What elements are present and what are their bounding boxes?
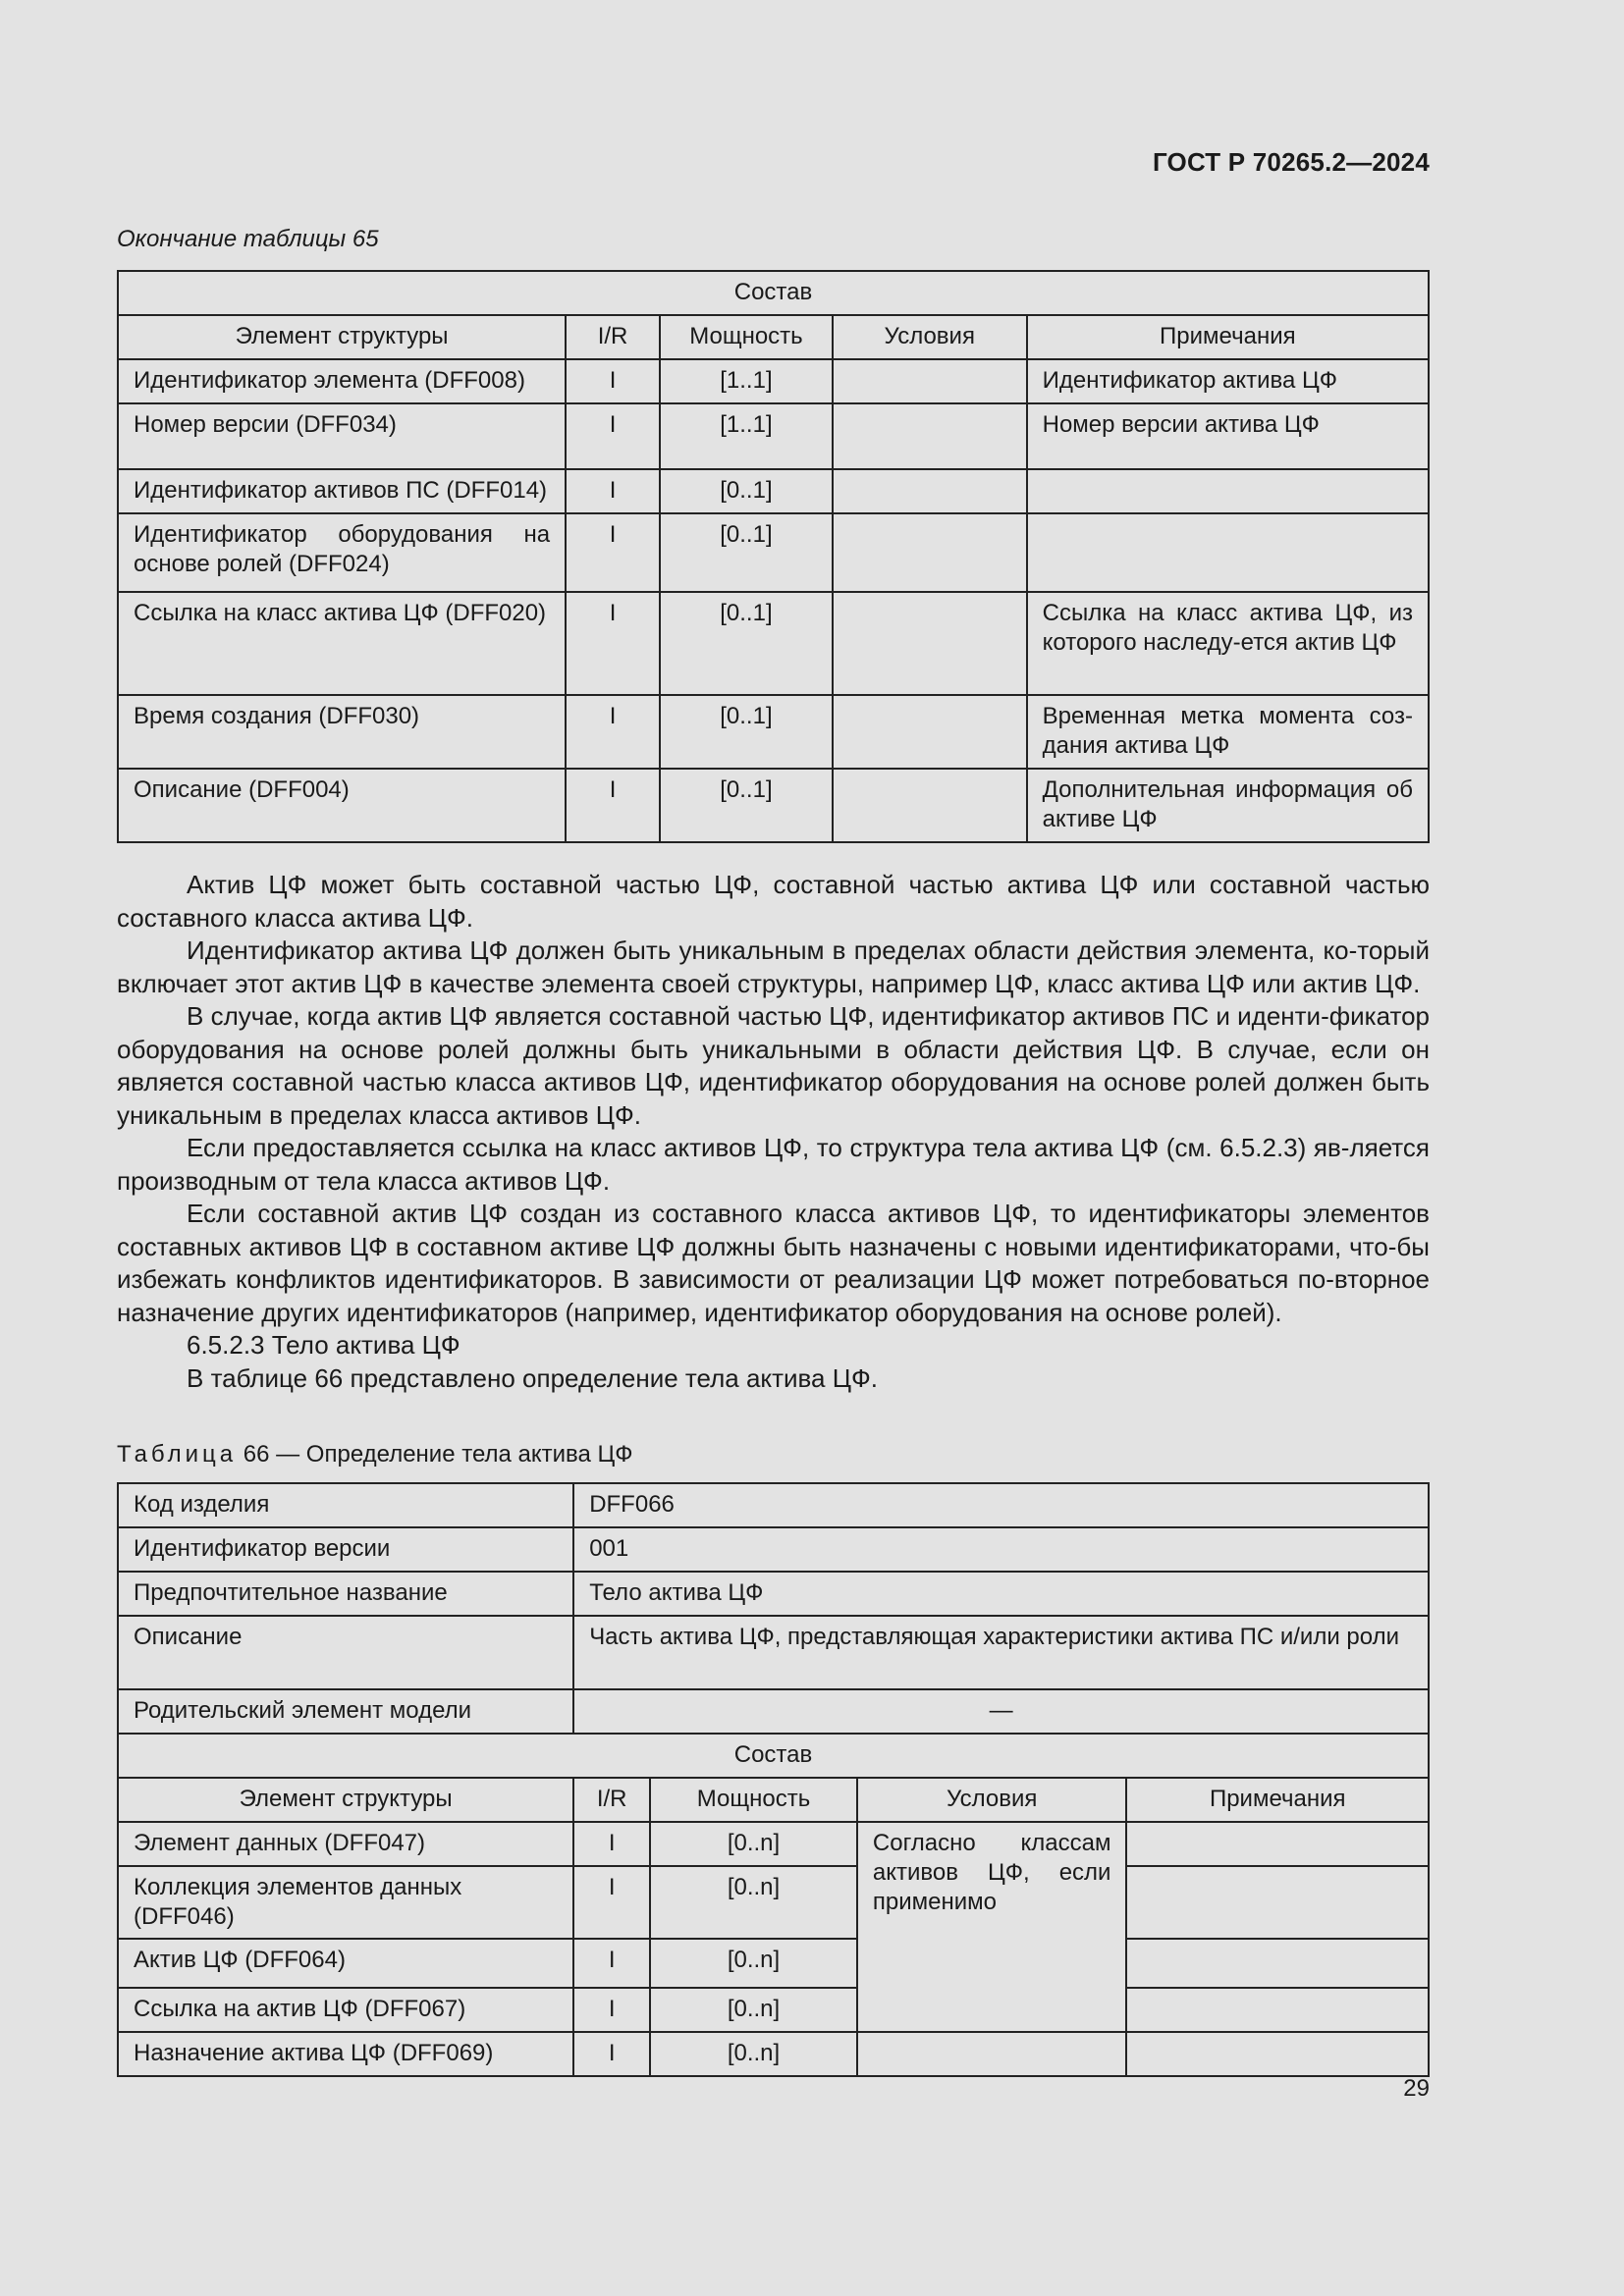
paragraph: В случае, когда актив ЦФ является составной частью ЦФ, идентификатор активов ПС и иденти-фикатор оборудования на основе ролей должны быть уникальными в области действия ЦФ. В случае, если он является составной частью класса активов ЦФ, идентификатор оборудования на основе ролей должен быть уникальным в пределах класса активов ЦФ. xyxy=(117,1001,1431,1130)
cell-element: Идентификатор оборудования на основе ролей (DFF024) xyxy=(118,513,566,592)
table65-continuation-caption: Окончание таблицы 65 xyxy=(117,226,379,252)
cell-ir: I xyxy=(573,1822,650,1866)
cell-element: Актив ЦФ (DFF064) xyxy=(118,1939,573,1988)
cell-element: Описание (DFF004) xyxy=(118,769,566,842)
cell-notes xyxy=(1027,513,1429,592)
table65-col-conditions: Условия xyxy=(833,315,1027,359)
table65-col-ir: I/R xyxy=(566,315,660,359)
cell-notes: Временная метка момента соз-дания актива ЦФ xyxy=(1027,695,1429,769)
property-row xyxy=(118,1483,1429,1527)
cell-conditions-empty xyxy=(857,2032,1127,2076)
cell-ir: I xyxy=(573,1866,650,1939)
cell-conditions xyxy=(833,513,1027,592)
table-row xyxy=(118,695,1429,769)
cell-cardinality: [1..1] xyxy=(660,359,833,403)
cell-conditions xyxy=(833,592,1027,695)
cell-element: Ссылка на класс актива ЦФ (DFF020) xyxy=(118,592,566,695)
table66-col-notes: Примечания xyxy=(1126,1778,1429,1822)
body-text xyxy=(117,869,1430,1395)
table66-col-ir: I/R xyxy=(573,1778,650,1822)
cell-cardinality: [0..1] xyxy=(660,513,833,592)
table-row xyxy=(118,1988,1429,2032)
cell-conditions xyxy=(833,469,1027,513)
property-label: Предпочтительное название xyxy=(118,1572,573,1616)
cell-element: Коллекция элементов данных (DFF046) xyxy=(118,1866,573,1939)
cell-ir: I xyxy=(573,2032,650,2076)
property-value: — xyxy=(573,1689,1429,1734)
paragraph: Актив ЦФ может быть составной частью ЦФ, составной частью актива ЦФ или составной частью составного класса актива ЦФ. xyxy=(117,870,1430,933)
cell-ir: I xyxy=(573,1988,650,2032)
table-row xyxy=(118,469,1429,513)
property-label: Описание xyxy=(118,1616,573,1689)
property-row xyxy=(118,1689,1429,1734)
table-row xyxy=(118,513,1429,592)
property-value: Часть актива ЦФ, представляющая характеристики актива ПС и/или роли xyxy=(573,1616,1429,1689)
cell-notes: Идентификатор актива ЦФ xyxy=(1027,359,1429,403)
cell-conditions: Согласно классам активов ЦФ, если применимо xyxy=(857,1822,1127,2032)
property-value: Тело актива ЦФ xyxy=(573,1572,1429,1616)
table66-col-element: Элемент структуры xyxy=(118,1778,573,1822)
table66-caption-title: 66 — Определение тела актива ЦФ xyxy=(237,1441,633,1468)
cell-conditions xyxy=(833,403,1027,469)
cell-cardinality: [0..1] xyxy=(660,695,833,769)
cell-cardinality: [0..n] xyxy=(650,1939,857,1988)
cell-element: Время создания (DFF030) xyxy=(118,695,566,769)
cell-ir: I xyxy=(566,769,660,842)
cell-conditions xyxy=(833,359,1027,403)
cell-ir: I xyxy=(566,513,660,592)
table65-col-notes: Примечания xyxy=(1027,315,1429,359)
cell-notes: Дополнительная информация об активе ЦФ xyxy=(1027,769,1429,842)
property-label: Идентификатор версии xyxy=(118,1527,573,1572)
page-number: 29 xyxy=(1403,2075,1430,2102)
table-65 xyxy=(117,270,1430,843)
cell-element: Идентификатор активов ПС (DFF014) xyxy=(118,469,566,513)
table-row xyxy=(118,359,1429,403)
cell-element: Назначение актива ЦФ (DFF069) xyxy=(118,2032,573,2076)
property-row xyxy=(118,1616,1429,1689)
cell-cardinality: [0..n] xyxy=(650,2032,857,2076)
cell-element: Элемент данных (DFF047) xyxy=(118,1822,573,1866)
cell-ir: I xyxy=(566,469,660,513)
paragraph: Если составной актив ЦФ создан из составного класса активов ЦФ, то идентификаторы элементов составных активов ЦФ в составном активе ЦФ должны быть назначены с новыми идентификаторами, что-бы избежать конфликтов идентификаторов. В зависимости от реализации ЦФ может потребоваться по-вторное назначение других идентификаторов (например, идентификатор оборудования на основе ролей). xyxy=(117,1199,1430,1327)
property-row xyxy=(118,1572,1429,1616)
cell-ir: I xyxy=(573,1939,650,1988)
cell-cardinality: [0..1] xyxy=(660,592,833,695)
cell-element: Идентификатор элемента (DFF008) xyxy=(118,359,566,403)
cell-cardinality: [1..1] xyxy=(660,403,833,469)
document-code: ГОСТ Р 70265.2—2024 xyxy=(1152,147,1430,177)
table-row xyxy=(118,1822,1429,1866)
paragraph: Если предоставляется ссылка на класс активов ЦФ, то структура тела актива ЦФ (см. 6.5.2.3) яв-ляется производным от тела класса активов ЦФ. xyxy=(117,1133,1430,1196)
property-value: 001 xyxy=(573,1527,1429,1572)
cell-ir: I xyxy=(566,403,660,469)
paragraph: Идентификатор актива ЦФ должен быть уникальным в пределах области действия элемента, ко-торый включает этот актив ЦФ в качестве элемента своей структуры, например ЦФ, класс актива ЦФ или актив ЦФ. xyxy=(117,935,1430,998)
section-heading: 6.5.2.3 Тело актива ЦФ xyxy=(187,1330,460,1360)
cell-notes xyxy=(1126,1822,1429,1866)
table-row xyxy=(118,592,1429,695)
cell-cardinality: [0..n] xyxy=(650,1988,857,2032)
cell-notes xyxy=(1126,1866,1429,1939)
cell-ir: I xyxy=(566,359,660,403)
cell-ir: I xyxy=(566,592,660,695)
table66-caption xyxy=(117,1441,633,1468)
table-row xyxy=(118,403,1429,469)
cell-notes xyxy=(1027,469,1429,513)
cell-conditions xyxy=(833,695,1027,769)
property-row xyxy=(118,1527,1429,1572)
paragraph: В таблице 66 представлено определение тела актива ЦФ. xyxy=(187,1362,878,1393)
cell-notes xyxy=(1126,1939,1429,1988)
cell-cardinality: [0..1] xyxy=(660,469,833,513)
cell-notes: Номер версии актива ЦФ xyxy=(1027,403,1429,469)
property-label: Родительский элемент модели xyxy=(118,1689,573,1734)
table66-section-title: Состав xyxy=(118,1734,1429,1778)
cell-notes xyxy=(1126,2032,1429,2076)
property-label: Код изделия xyxy=(118,1483,573,1527)
table-row xyxy=(118,1939,1429,1988)
cell-ir: I xyxy=(566,695,660,769)
cell-element: Номер версии (DFF034) xyxy=(118,403,566,469)
cell-element: Ссылка на актив ЦФ (DFF067) xyxy=(118,1988,573,2032)
table-row xyxy=(118,2032,1429,2076)
cell-notes: Ссылка на класс актива ЦФ, из которого наследу-ется актив ЦФ xyxy=(1027,592,1429,695)
cell-cardinality: [0..1] xyxy=(660,769,833,842)
cell-cardinality: [0..n] xyxy=(650,1866,857,1939)
table-row xyxy=(118,769,1429,842)
table-row xyxy=(118,1866,1429,1939)
property-value: DFF066 xyxy=(573,1483,1429,1527)
table-66 xyxy=(117,1482,1430,2077)
cell-notes xyxy=(1126,1988,1429,2032)
cell-cardinality: [0..n] xyxy=(650,1822,857,1866)
table66-col-conditions: Условия xyxy=(857,1778,1127,1822)
table65-col-element: Элемент структуры xyxy=(118,315,566,359)
cell-conditions xyxy=(833,769,1027,842)
table66-caption-label: Таблица xyxy=(117,1441,238,1468)
table65-section-title: Состав xyxy=(118,271,1429,315)
table65-col-cardinality: Мощность xyxy=(660,315,833,359)
table66-col-cardinality: Мощность xyxy=(650,1778,857,1822)
